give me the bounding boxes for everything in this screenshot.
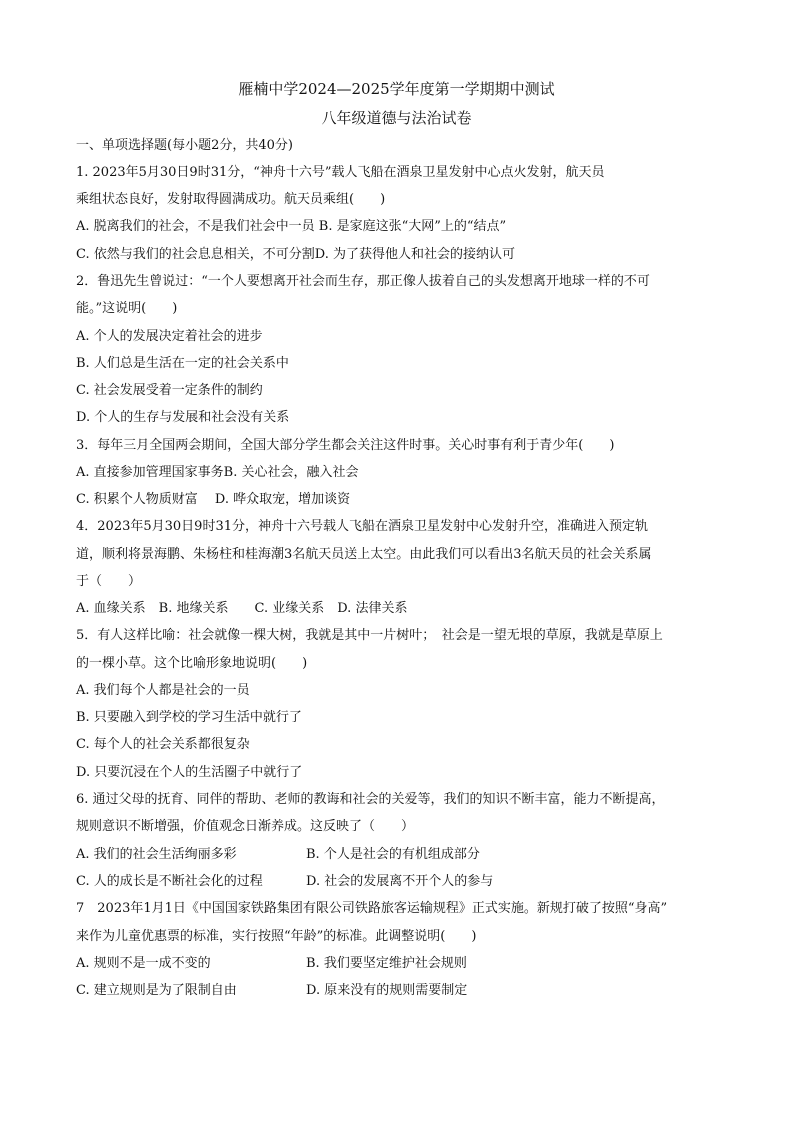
q1-options-cd: C. 依然与我们的社会息息相关，不可分割D. 为了获得他人和社会的接纳认可 <box>76 247 515 262</box>
q5-option-c: C. 每个人的社会关系都很复杂 <box>76 737 250 752</box>
q1-stem-line2: 乘组状态良好，发射取得圆满成功。航天员乘组( ) <box>76 192 386 207</box>
q2-option-a: A. 个人的发展决定着社会的进步 <box>76 329 263 344</box>
q3-options-cd: C. 积累个人物质财富 D. 哗众取宠，增加谈资 <box>76 492 351 507</box>
q4-options: A. 血缘关系 B. 地缘关系 C. 业缘关系 D. 法律关系 <box>76 601 408 616</box>
q2-stem-line1: 2．鲁迅先生曾说过：“一个人要想离开社会而生存，那正像人拔着自己的头发想离开地球一样的不可 <box>76 274 650 289</box>
q7-option-a: A. 规则不是一成不变的 <box>76 956 211 971</box>
q5-stem-line2: 的一棵小草。这个比喻形象地说明( ) <box>76 656 308 671</box>
q2-option-d: D. 个人的生存与发展和社会没有关系 <box>76 410 290 425</box>
exam-subtitle: 八年级道德与法治试卷 <box>321 109 472 127</box>
q3-options-ab: A. 直接参加管理国家事务B. 关心社会，融入社会 <box>76 465 359 480</box>
q2-option-b: B. 人们总是生活在一定的社会关系中 <box>76 356 289 371</box>
section-heading: 一、单项选择题(每小题2分，共40分) <box>76 138 293 153</box>
q5-stem-line1: 5．有人这样比喻：社会就像一棵大树，我就是其中一片树叶； 社会是一望无垠的草原，我就是草原上 <box>76 628 663 643</box>
q6-option-d: D. 社会的发展离不开个人的参与 <box>306 874 494 889</box>
q4-stem-line2: 道，顺利将景海鹏、朱杨柱和桂海潮3名航天员送上太空。由此我们可以看出3名航天员的社会关系属 <box>76 547 652 562</box>
q6-options-cd <box>76 873 493 891</box>
q2-stem-line2: 能。”这说明( ) <box>76 301 178 316</box>
q7-options-ab <box>76 955 467 973</box>
q7-options-cd <box>76 982 467 1000</box>
q6-stem-line2: 规则意识不断增强，价值观念日渐养成。这反映了（ ） <box>76 819 415 834</box>
q4-stem-line3: 于（ ） <box>76 574 142 589</box>
q6-option-c: C. 人的成长是不断社会化的过程 <box>76 874 263 889</box>
q7-stem-line1: 7 2023年1月1日《中国国家铁路集团有限公司铁路旅客运输规程》正式实施。新规打破了按照“身高” <box>76 901 668 916</box>
q5-option-a: A. 我们每个人都是社会的一员 <box>76 683 250 698</box>
exam-title: 雁楠中学2024—2025学年度第一学期期中测试 <box>238 80 555 98</box>
q6-stem-line1: 6. 通过父母的抚育、同伴的帮助、老师的教诲和社会的关爱等，我们的知识不断丰富，能力不断提高， <box>76 792 665 807</box>
q5-option-b: B. 只要融入到学校的学习生活中就行了 <box>76 710 302 725</box>
q6-options-ab <box>76 846 480 864</box>
q7-stem-line2: 来作为儿童优惠票的标准，实行按照“年龄”的标准。此调整说明( ) <box>76 929 477 944</box>
q6-option-a: A. 我们的社会生活绚丽多彩 <box>76 847 237 862</box>
q4-stem-line1: 4．2023年5月30日9时31分，神舟十六号载人飞船在酒泉卫星发射中心发射升空，准确进入预定轨 <box>76 519 648 534</box>
q7-option-b: B. 我们要坚定维护社会规则 <box>306 956 467 971</box>
q6-option-b: B. 个人是社会的有机组成部分 <box>306 847 480 862</box>
q5-option-d: D. 只要沉浸在个人的生活圈子中就行了 <box>76 765 303 780</box>
q7-option-c: C. 建立规则是为了限制自由 <box>76 983 237 998</box>
q1-options-ab: A. 脱离我们的社会，不是我们社会中一员 B. 是家庭这张“大网”上的“结点” <box>76 219 507 234</box>
q7-option-d: D. 原来没有的规则需要制定 <box>306 983 468 998</box>
q3-stem: 3．每年三月全国两会期间，全国大部分学生都会关注这件时事。关心时事有利于青少年( ) <box>76 438 615 453</box>
q1-stem-line1: 1. 2023年5月30日9时31分，“神舟十六号”载人飞船在酒泉卫星发射中心点火发射，航天员 <box>76 165 605 180</box>
q2-option-c: C. 社会发展受着一定条件的制约 <box>76 383 263 398</box>
